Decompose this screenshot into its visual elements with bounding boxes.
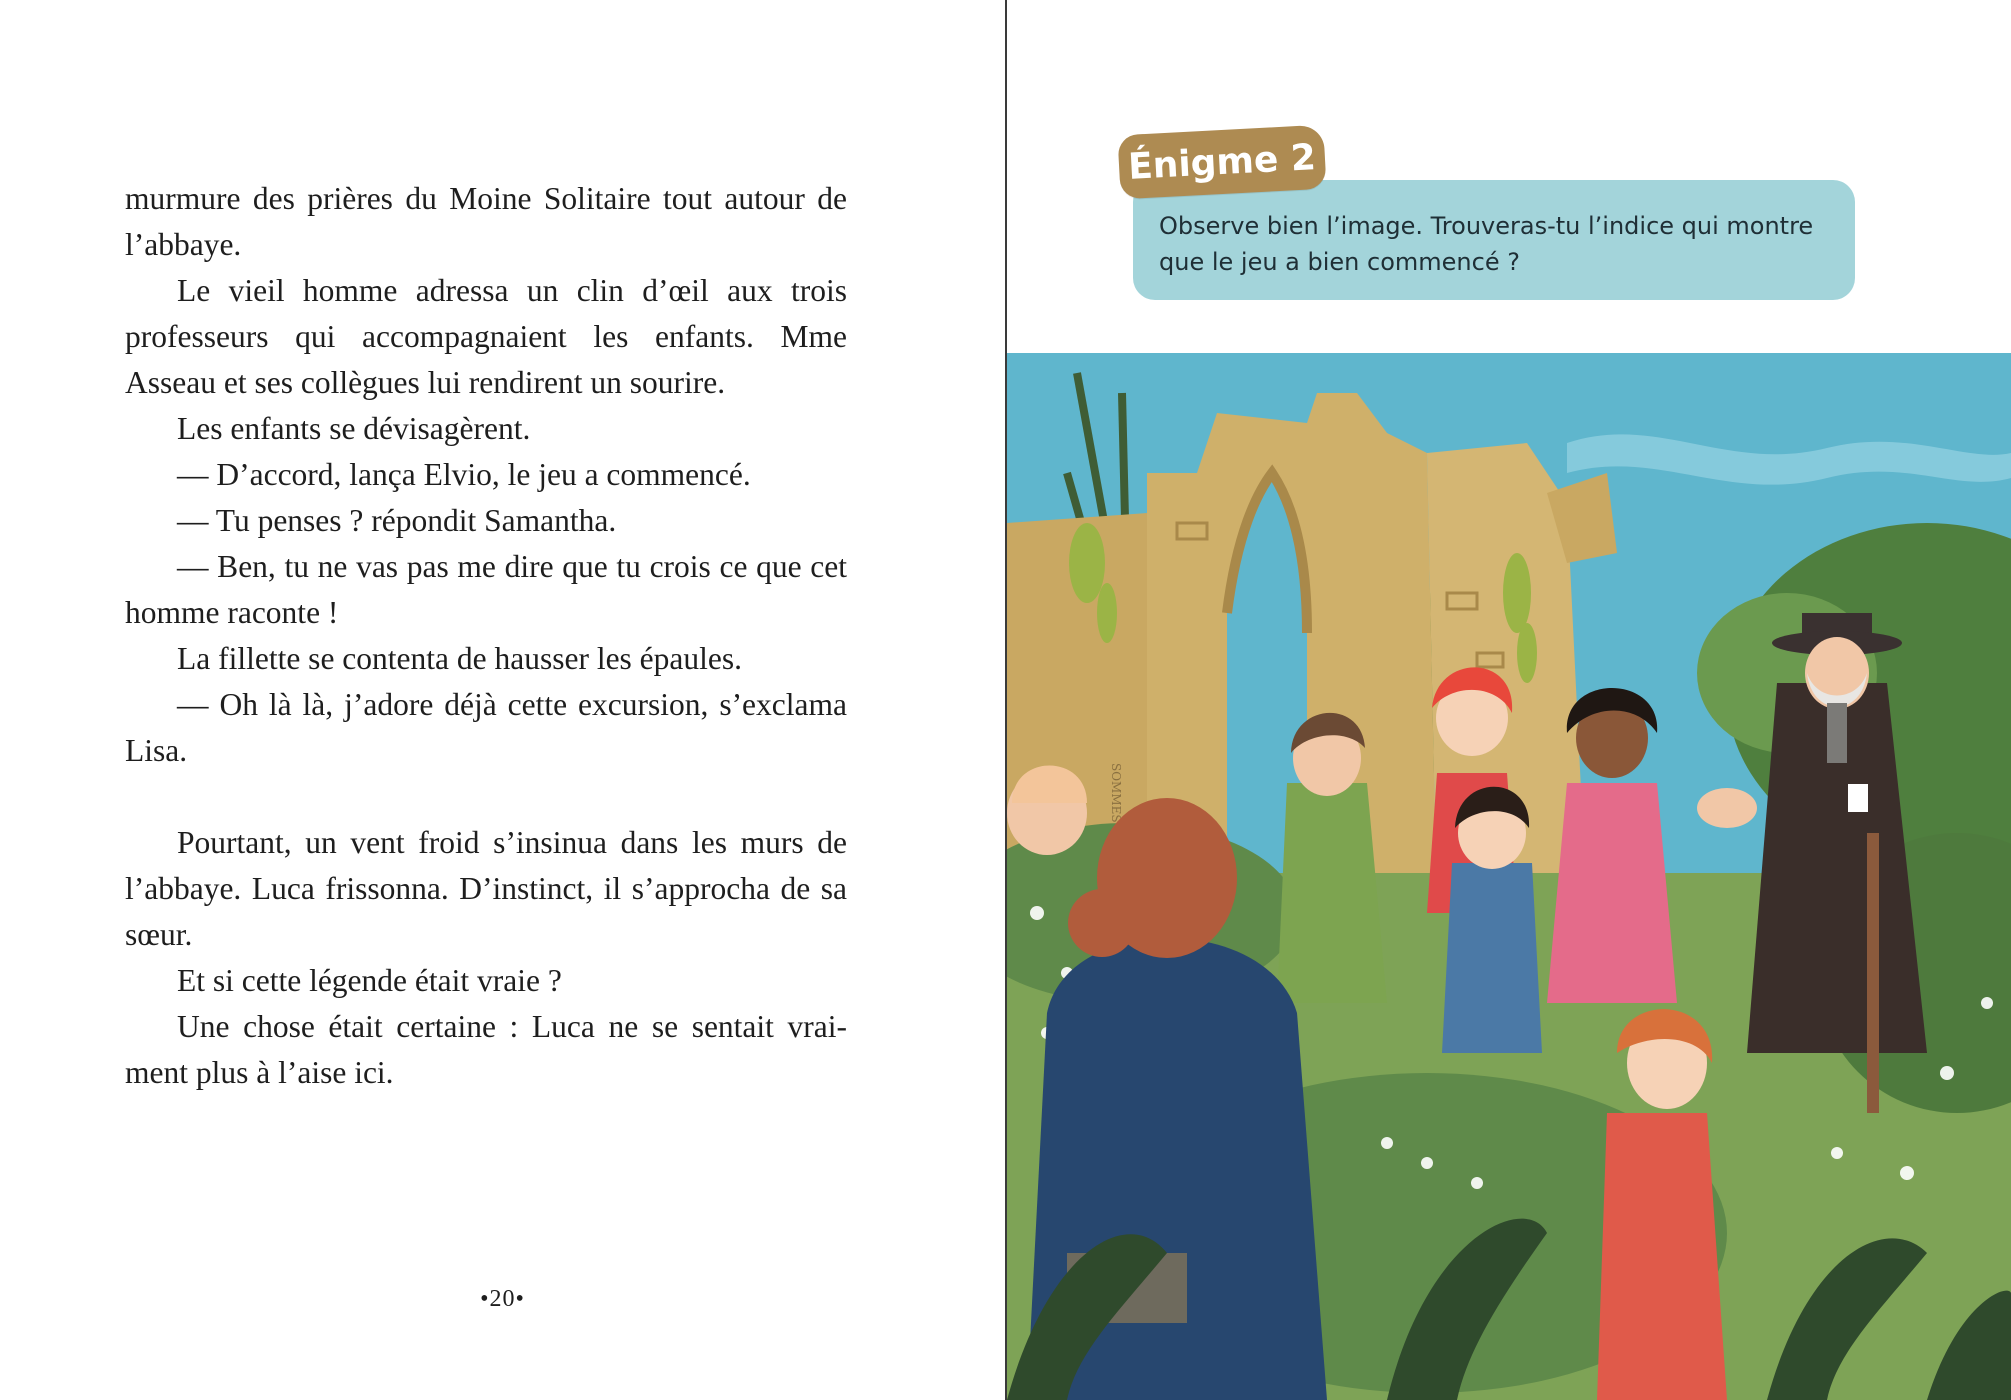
artist-signature: SOMMES — [1109, 763, 1123, 823]
story-paragraph: — Tu penses ? répondit Samantha. — [177, 503, 617, 538]
story-paragraph: — Oh là là, j’adore déjà cette excursion, s’exclama Lisa. — [125, 687, 847, 768]
riddle-label: Énigme 2 — [1117, 125, 1326, 200]
story-text — [125, 176, 847, 1096]
riddle-question: Observe bien l’image. Trouveras-tu l’indice qui montre que le jeu a bien commencé ? — [1133, 180, 1855, 300]
page-number: •20• — [480, 1286, 525, 1312]
abbey-illustration — [1007, 353, 2011, 1400]
story-paragraph: Une chose était certaine : Luca ne se sentait vrai-ment plus à l’aise ici. — [125, 1009, 847, 1090]
story-paragraph: murmure des prières du Moine Solitaire tout autour de l’abbaye. — [125, 181, 847, 262]
story-paragraph: Et si cette légende était vraie ? — [177, 963, 562, 998]
story-paragraph: Les enfants se dévisagèrent. — [177, 411, 531, 446]
story-paragraph: La fillette se contenta de hausser les épaules. — [177, 641, 743, 676]
right-page — [1007, 0, 2011, 1400]
left-page — [0, 0, 1005, 1400]
story-paragraph: Pourtant, un vent froid s’insinua dans les murs de l’abbaye. Luca frissonna. D’instinct, il s’approcha de sa sœur. — [125, 825, 847, 952]
story-paragraph: — Ben, tu ne vas pas me dire que tu crois ce que cet homme raconte ! — [125, 549, 847, 630]
story-paragraph: Le vieil homme adressa un clin d’œil aux trois professeurs qui accompagnaient les enfants. Mme Asseau et ses collègues lui rendirent un sourire. — [125, 273, 847, 400]
story-paragraph: — D’accord, lança Elvio, le jeu a commencé. — [177, 457, 751, 492]
